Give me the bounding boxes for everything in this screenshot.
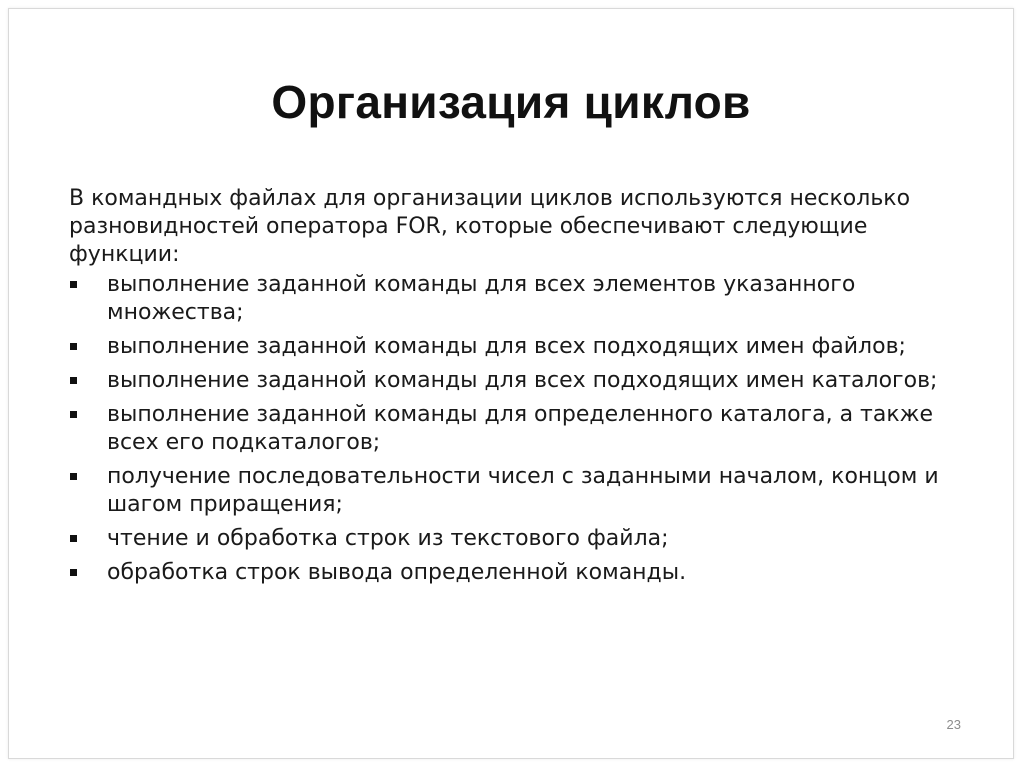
bullet-text: чтение и обработка строк из текстового файла;	[107, 526, 669, 551]
square-bullet-icon	[70, 343, 77, 350]
slide-title: Организация циклов	[271, 76, 751, 128]
bullet-text: получение последовательности чисел с заданными началом, концом и шагом приращения;	[107, 464, 939, 517]
bullet-item	[63, 401, 957, 457]
bullet-item	[63, 367, 957, 395]
bullet-text: выполнение заданной команды для определенного каталога, а также всех его подкаталогов;	[107, 402, 933, 455]
bullet-item	[63, 525, 957, 553]
bullet-item	[63, 463, 957, 519]
square-bullet-icon	[70, 411, 77, 418]
slide-body	[63, 185, 963, 593]
slide	[8, 8, 1014, 759]
square-bullet-icon	[70, 535, 77, 542]
square-bullet-icon	[70, 569, 77, 576]
page-number: 23	[946, 717, 961, 732]
square-bullet-icon	[70, 473, 77, 480]
square-bullet-icon	[70, 281, 77, 288]
square-bullet-icon	[70, 377, 77, 384]
bullet-text: выполнение заданной команды для всех подходящих имен файлов;	[107, 334, 906, 359]
bullet-item	[63, 333, 957, 361]
bullet-text: выполнение заданной команды для всех подходящих имен каталогов;	[107, 368, 938, 393]
bullet-item	[63, 559, 957, 587]
intro-paragraph: В командных файлах для организации циклов используются несколько разновидностей оператора FOR, которые обеспечивают следующие функции:	[69, 186, 911, 267]
bullet-text: выполнение заданной команды для всех элементов указанного множества;	[107, 272, 856, 325]
bullet-list	[63, 271, 963, 587]
bullet-text: обработка строк вывода определенной команды.	[107, 560, 687, 585]
bullet-item	[63, 271, 957, 327]
